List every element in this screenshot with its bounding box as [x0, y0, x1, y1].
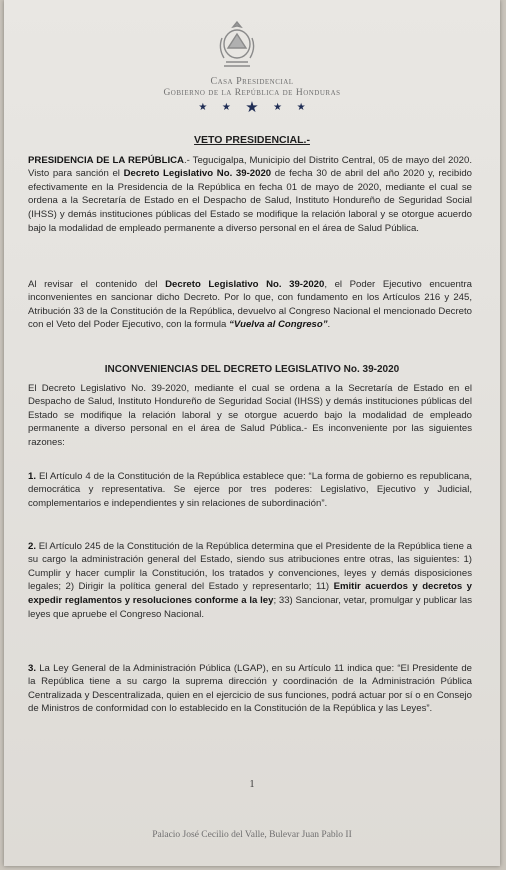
reason-number-3: 3.: [28, 662, 37, 674]
intro-bold-2: Decreto Legislativo No. 39-2020: [123, 168, 272, 180]
reason-text-3: La Ley General de la Administración Pública (LGAP), en su Artículo 11 indica que: “El Presidente de la República tiene a su cargo la suprema dirección y coordinación de la Administración Pública Centralizada y Descentralizada, quien en el ejercicio de sus funciones, podrá actuar por sí o en Consejo de Ministros de conformidad con lo establecido en la Constitución de la República y las Leyes”.: [28, 662, 472, 715]
review-bold-2: “Vuelva al Congreso”: [229, 319, 328, 331]
reason-item-2: [28, 540, 472, 622]
star-icon: ★: [273, 101, 283, 113]
reason-text-2b: ; 33) Sancionar, vetar, promulgar y publicar las leyes que apruebe el Congreso Nacional.: [28, 594, 473, 620]
star-icon: ★: [245, 99, 259, 116]
intro-bold-1: PRESIDENCIA DE LA REPÚBLICA: [28, 154, 184, 166]
paragraph-inconveniences: El Decreto Legislativo No. 39-2020, mediante el cual se ordena a la Secretaría de Estado en el Despacho de Salud, Instituto Hondureño de Seguridad Social (IHSS) y demás instituciones públicas del Estado se modifique la relación laboral y se otorgue acuerdo bajo la modalidad de empleado permanente a diverso personal en el área de Salud Pública.- Es inconveniente por las siguientes razones:: [28, 382, 472, 448]
star-icon: ★: [198, 101, 208, 113]
footer-address: Palacio José Cecilio del Valle, Bulevar Juan Pablo II: [152, 830, 352, 840]
reason-bold-2: Emitir acuerdos y decretos y expedir reglamentos y resoluciones conforme a la ley: [28, 581, 472, 606]
review-text-2: , el Poder Ejecutivo encuentra inconvenientes en sancionar dicho Decreto. Por lo que, con fundamento en los Artículos 216 y 245, Atribución 33 de la Constitución de la República, devuelvo al Congreso Nacional el mencionado Decreto con el Veto del Poder Ejecutivo, con la formula: [28, 278, 472, 331]
reason-number-2: 2.: [28, 540, 37, 552]
star-icon: ★: [221, 101, 231, 113]
reason-text-1: El Artículo 4 de la Constitución de la República establece que: “La forma de gobierno es republicana, democrática y representativa. Se ejerce por tres poderes: Legislativo, Ejecutivo y Judicial, complementarios e independientes y sin relaciones de subordinación”.: [28, 470, 472, 509]
paragraph-intro: [28, 154, 472, 236]
reason-item-3: [28, 662, 472, 716]
reason-number-1: 1.: [28, 470, 37, 482]
stars-row: [4, 98, 500, 116]
reason-item-1: [28, 470, 472, 511]
document-title: VETO PRESIDENCIAL.-: [194, 134, 310, 146]
paragraph-review: [28, 278, 472, 332]
intro-text-2: de fecha 30 de abril del año 2020 y, recibido efectivamente en la Presidencia de la República en fecha 01 de mayo de 2020, mediante el cual se ordena a la Secretaría de Estado en el Despacho de Salud, Instituto Hondureño de Seguridad Social (IHSS) y demás instituciones públicas del Estado se modifique la relación laboral y se otorgue acuerdo bajo la modalidad de empleado permanente a diverso personal en el área de Salud Pública.: [28, 168, 472, 234]
star-icon: ★: [296, 101, 306, 113]
review-text-3: .: [327, 319, 331, 331]
review-text-1: Al revisar el contenido del: [28, 278, 166, 290]
section-heading: INCONVENIENCIAS DEL DECRETO LEGISLATIVO No. 39-2020: [104, 364, 400, 375]
document-page: [4, 0, 500, 866]
letterhead-line2: Gobierno de la República de Honduras: [163, 88, 341, 98]
intro-text-1: .- Tegucigalpa, Municipio del Distrito Central, 05 de mayo del 2020. Visto para sanción el: [28, 154, 472, 180]
review-bold-1: Decreto Legislativo No. 39-2020: [165, 278, 325, 290]
coat-of-arms-icon: [214, 18, 260, 70]
reason-text-2a: El Artículo 245 de la Constitución de la República determina que el Presidente de la República tiene a su cargo la administración general del Estado, siendo sus atribuciones entre otras, las siguientes: 1) Cumplir y hacer cumplir la Constitución, los tratados y convenciones, leyes y demás disposiciones legales; 2) Dirigir la política general del Estado y representarlo; 11): [28, 540, 472, 593]
page-number: 1: [249, 779, 255, 790]
letterhead-line1: Casa Presidencial: [210, 76, 294, 87]
